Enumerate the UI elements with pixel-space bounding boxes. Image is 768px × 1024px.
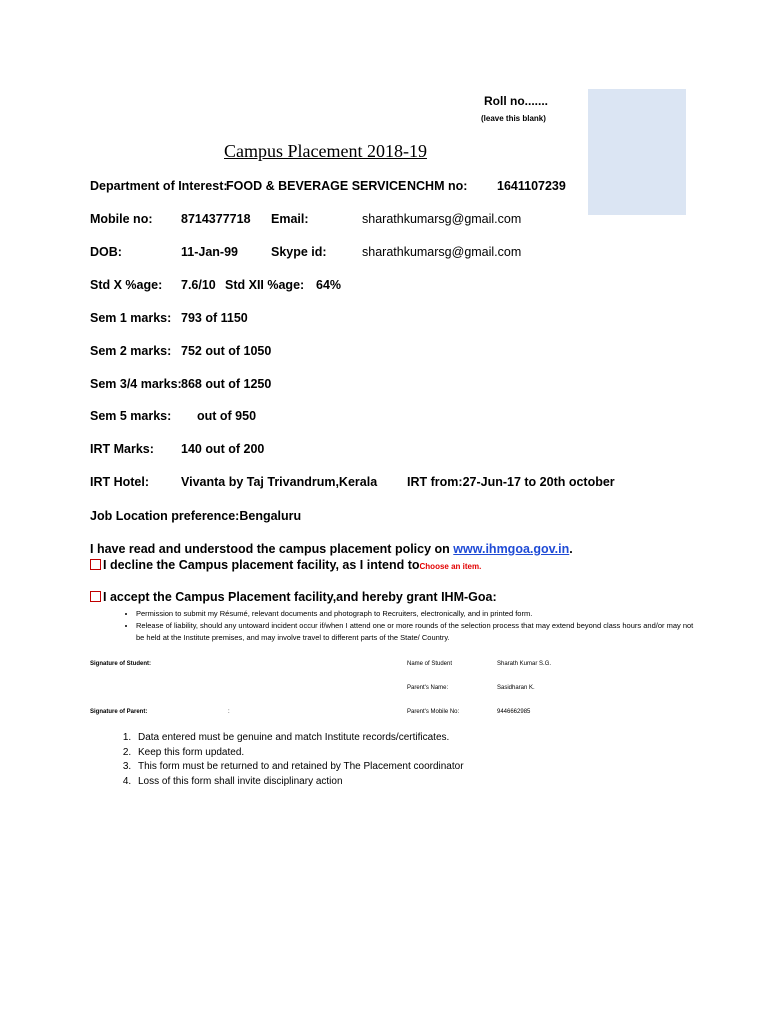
parent-signature-label: Signature of Parent:	[90, 709, 148, 715]
notes-list	[112, 731, 464, 789]
parent-signature-colon: :	[228, 709, 230, 715]
irt-hotel-label: IRT Hotel:	[90, 475, 150, 489]
irt-from-line	[407, 475, 615, 489]
decline-line	[90, 558, 481, 572]
accept-line	[90, 590, 497, 604]
page-title: Campus Placement 2018-19	[224, 141, 427, 161]
mobile-label: Mobile no:	[90, 212, 153, 226]
note-item: 4. Loss of this form shall invite disciplinary action	[134, 775, 464, 790]
stdx-value: 7.6/10	[181, 278, 216, 292]
job-location-line	[90, 509, 301, 523]
stdxii-label: Std XII %age:	[225, 278, 305, 292]
photo-box	[588, 89, 686, 215]
mobile-value: 8714377718	[181, 212, 251, 226]
accept-checkbox[interactable]	[90, 591, 101, 602]
parent-mobile-value: 9446662985	[497, 709, 531, 715]
note-item: 3. This form must be returned to and retained by The Placement coordinator	[134, 760, 464, 775]
nchm-label: NCHM no:	[407, 179, 468, 193]
policy-period: .	[569, 542, 573, 556]
sem34-label: Sem 3/4 marks:	[90, 377, 182, 391]
sem1-label: Sem 1 marks:	[90, 311, 172, 325]
sem5-value: out of 950	[197, 409, 257, 423]
irt-from-label: IRT from:	[407, 475, 463, 489]
student-name-label: Name of Student	[407, 661, 453, 667]
skype-label: Skype id:	[271, 245, 327, 259]
irt-marks-value: 140 out of 200	[181, 442, 265, 456]
student-name-value: Sharath Kumar S.G.	[497, 661, 552, 667]
roll-no-label: Roll no.......	[484, 94, 548, 108]
parent-name-value: Sasidharan K.	[497, 685, 535, 691]
decline-text: I decline the Campus placement facility, as I intend to	[103, 558, 420, 572]
dob-label: DOB:	[90, 245, 122, 259]
note-item: 1. Data entered must be genuine and match Institute records/certificates.	[134, 731, 464, 746]
permission-item: • Permission to submit my Résumé, relevant documents and photograph to Recruiters, electronically, and in printed form.	[136, 608, 696, 620]
parent-name-label: Parent's Name:	[407, 685, 449, 691]
note-item: 2. Keep this form updated.	[134, 746, 464, 761]
irt-marks-label: IRT Marks:	[90, 442, 154, 456]
roll-no-note: (leave this blank)	[481, 114, 546, 123]
policy-read-text: I have read and understood the campus placement policy on	[90, 542, 454, 556]
sem1-value: 793 of 1150	[181, 311, 248, 325]
email-value: sharathkumarsg@gmail.com	[362, 212, 522, 226]
permission-item: • Release of liability, should any untoward incident occur if/when I attend one or more rounds of the selection process that may extend beyond class hours and/or may not be held at the Institute premises, and may involve travel to different parts of the State/ Country.	[136, 620, 696, 644]
choose-item-dropdown[interactable]: Choose an item.	[419, 562, 482, 571]
sem2-value: 752 out of 1050	[181, 344, 272, 358]
job-location-label: Job Location preference:	[90, 509, 240, 523]
email-label: Email:	[271, 212, 309, 226]
policy-read-line	[90, 542, 573, 556]
sem5-label: Sem 5 marks:	[90, 409, 172, 423]
stdxii-value: 64%	[316, 278, 342, 292]
dob-value: 11-Jan-99	[181, 245, 238, 259]
skype-value: sharathkumarsg@gmail.com	[362, 245, 522, 259]
dept-value: FOOD & BEVERAGE SERVICE	[226, 179, 407, 193]
accept-text: I accept the Campus Placement facility,and hereby grant IHM-Goa:	[103, 590, 497, 604]
job-location-value: Bengaluru	[239, 509, 302, 523]
permission-list	[104, 608, 696, 644]
irt-hotel-value: Vivanta by Taj Trivandrum,Kerala	[181, 475, 378, 489]
irt-from-value: 27-Jun-17 to 20th october	[462, 475, 615, 489]
sem2-label: Sem 2 marks:	[90, 344, 172, 358]
nchm-value: 1641107239	[497, 179, 566, 193]
dept-label: Department of Interest:	[90, 179, 228, 193]
policy-link[interactable]: www.ihmgoa.gov.in	[453, 542, 570, 556]
sem34-value: 868 out of 1250	[181, 377, 272, 391]
parent-mobile-label: Parent's Mobile No:	[407, 709, 460, 715]
student-signature-label: Signature of Student:	[90, 661, 151, 667]
decline-checkbox[interactable]	[90, 559, 101, 570]
stdx-label: Std X %age:	[90, 278, 163, 292]
